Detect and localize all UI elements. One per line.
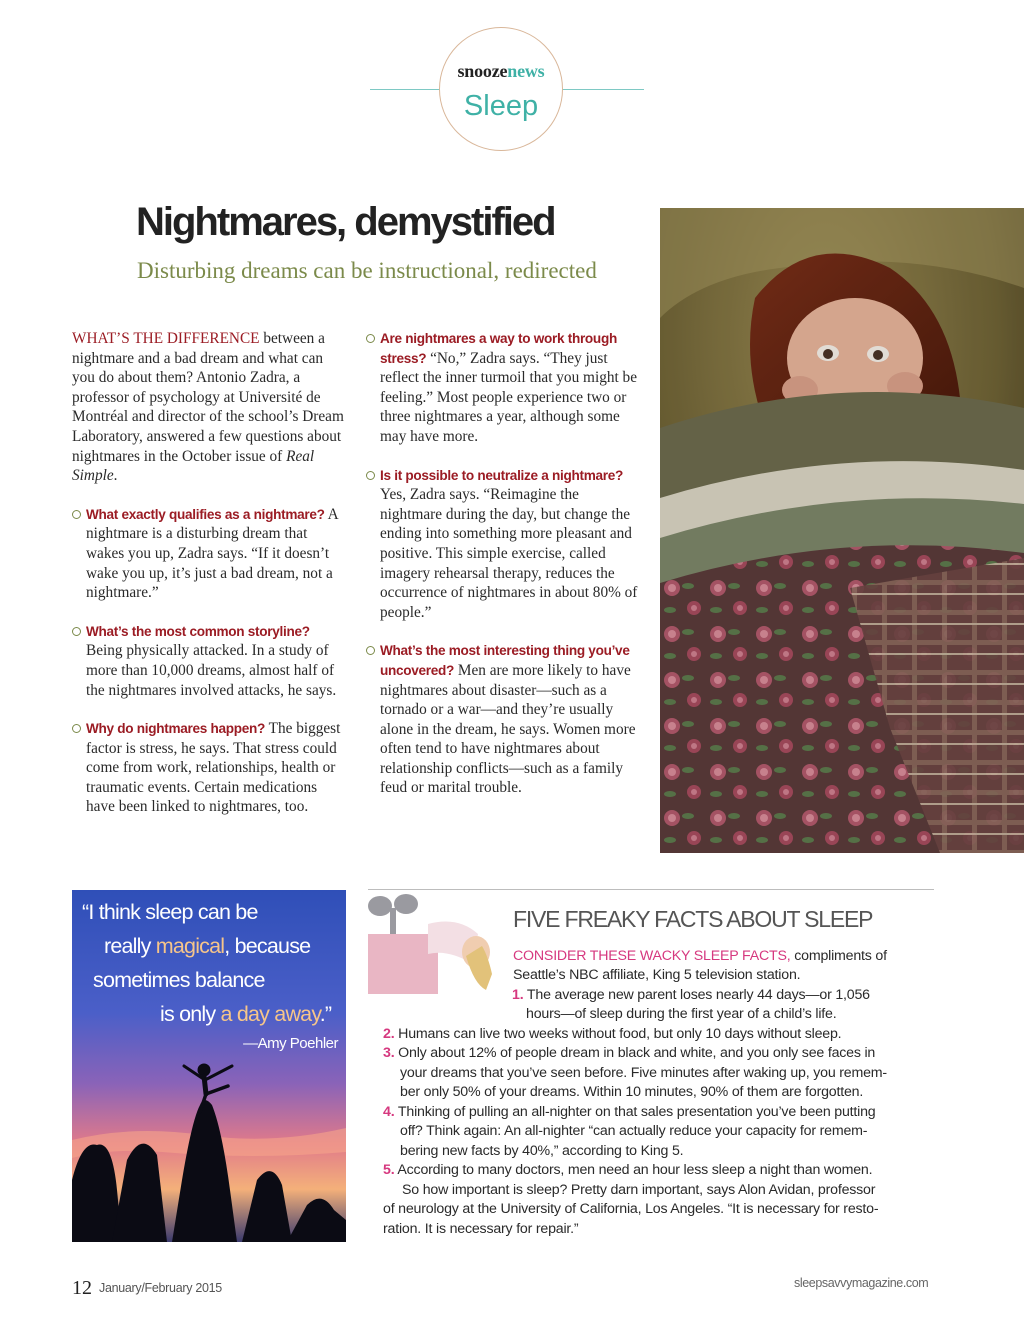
fact-item-4: 4. Thinking of pulling an all-nighter on that sales presentation you’ve been putting [383, 1104, 876, 1120]
circle-bullet-icon [366, 334, 375, 343]
wind-up-toy-woman-photo [368, 894, 502, 994]
fact-item-1: 1. The average new parent loses nearly 44 days—or 1,056 [512, 987, 870, 1003]
article-subtitle: Disturbing dreams can be instructional, redirected [137, 258, 597, 283]
quote-line: sometimes balance [93, 968, 265, 992]
facts-line: hours—of sleep during the first year of a child’s life. [526, 1006, 837, 1022]
qa-item: What exactly qualifies as a nightmare? A nightmare is a disturbing dream that wakes you up, Zadra says. “If it doesn’t wake you up, it’s just a bad dream, not a nightmare.” [72, 505, 347, 603]
woman-under-quilt-photo [660, 208, 1024, 853]
quote-line: is only a day away.” [160, 1002, 332, 1026]
qa-item: Are nightmares a way to work through stress? “No,” Zadra says. “They just reflect the inner turmoil that you might be feeling.” Most people experience two or three nightmares a year, although some may have more. [366, 329, 641, 447]
article-title: Nightmares, demystified [136, 200, 555, 244]
facts-line: ration. It is necessary for repair.” [383, 1221, 579, 1237]
page-number: 12 [72, 1277, 92, 1299]
circle-bullet-icon [366, 646, 375, 655]
facts-line: off? Think again: An all-nighter “can actually reduce your capacity for remem- [400, 1123, 868, 1139]
qa-item: Is it possible to neutralize a nightmare? Yes, Zadra says. “Reimagine the nightmare during the day, but change the ending into something more pleasant and positive. This simple exercise, called imagery rehearsal therapy, reduces the occurrence of nightmares in about 80% of people.” [366, 466, 641, 623]
facts-intro-line: CONSIDER THESE WACKY SLEEP FACTS, compliments of [513, 948, 887, 964]
facts-line: bering new facts by 40%,” according to King 5. [400, 1143, 684, 1159]
fact-item-3: 3. Only about 12% of people dream in black and white, and you only see faces in [383, 1045, 876, 1061]
quote-panel [72, 890, 346, 1242]
circle-bullet-icon [72, 724, 81, 733]
fact-item-2: 2. Humans can live two weeks without food, but only 10 days without sleep. [383, 1026, 842, 1042]
article-column-1 [72, 329, 347, 836]
qa-item: What’s the most common storyline? Being physically attacked. In a study of more than 10,000 dreams, almost half of the nightmares involved attacks, he says. [72, 622, 347, 700]
quote-author: —Amy Poehler [243, 1035, 338, 1052]
facts-line: of neurology at the University of California, Los Angeles. “It is necessary for resto- [383, 1201, 879, 1217]
issue-date: January/February 2015 [99, 1281, 222, 1295]
quote-line: “I think sleep can be [82, 900, 258, 924]
intro-paragraph: WHAT’S THE DIFFERENCE between a nightmare and a bad dream and what can you do about them? Antonio Zadra, a professor of psychology at Université de Montréal and director of the school’s Dream Laboratory, answered a few questions about nightmares in the October issue of Real Simple. [72, 330, 344, 485]
facts-line: So how important is sleep? Pretty darn important, says Alon Avidan, professor [402, 1182, 876, 1198]
magazine-url: sleepsavvymagazine.com [794, 1276, 929, 1290]
facts-rule [368, 889, 934, 890]
circle-bullet-icon [72, 510, 81, 519]
fact-item-5: 5. According to many doctors, men need an hour less sleep a night than women. [383, 1162, 873, 1178]
facts-line: your dreams that you’ve seen before. Five minutes after waking up, you remem- [400, 1065, 887, 1081]
quote-line: really magical, because [104, 934, 311, 958]
qa-item: Why do nightmares happen? The biggest factor is stress, he says. That stress could come from work, relationships, health or traumatic events. Certain medications have been linked to nightmares, too. [72, 719, 347, 817]
facts-line: ber only 50% of your dreams. Within 10 minutes, 90% of them are forgotten. [400, 1084, 864, 1100]
facts-line: Seattle’s NBC affiliate, King 5 television station. [513, 967, 801, 983]
circle-bullet-icon [366, 471, 375, 480]
section-badge [439, 27, 563, 151]
circle-bullet-icon [72, 627, 81, 636]
qa-item: What’s the most interesting thing you’ve uncovered? Men are more likely to have nightmares about disaster—such as a tornado or a war—and they’re usually alone in the dream, he says. Women more often tend to have nightmares about relationship conflicts—such as a family feud or marital trouble. [366, 641, 641, 798]
facts-title: FIVE FREAKY FACTS ABOUT SLEEP [513, 906, 873, 932]
section-title: Sleep [463, 90, 539, 122]
brand-logo: snoozenews [457, 61, 545, 81]
article-column-2 [366, 329, 641, 817]
